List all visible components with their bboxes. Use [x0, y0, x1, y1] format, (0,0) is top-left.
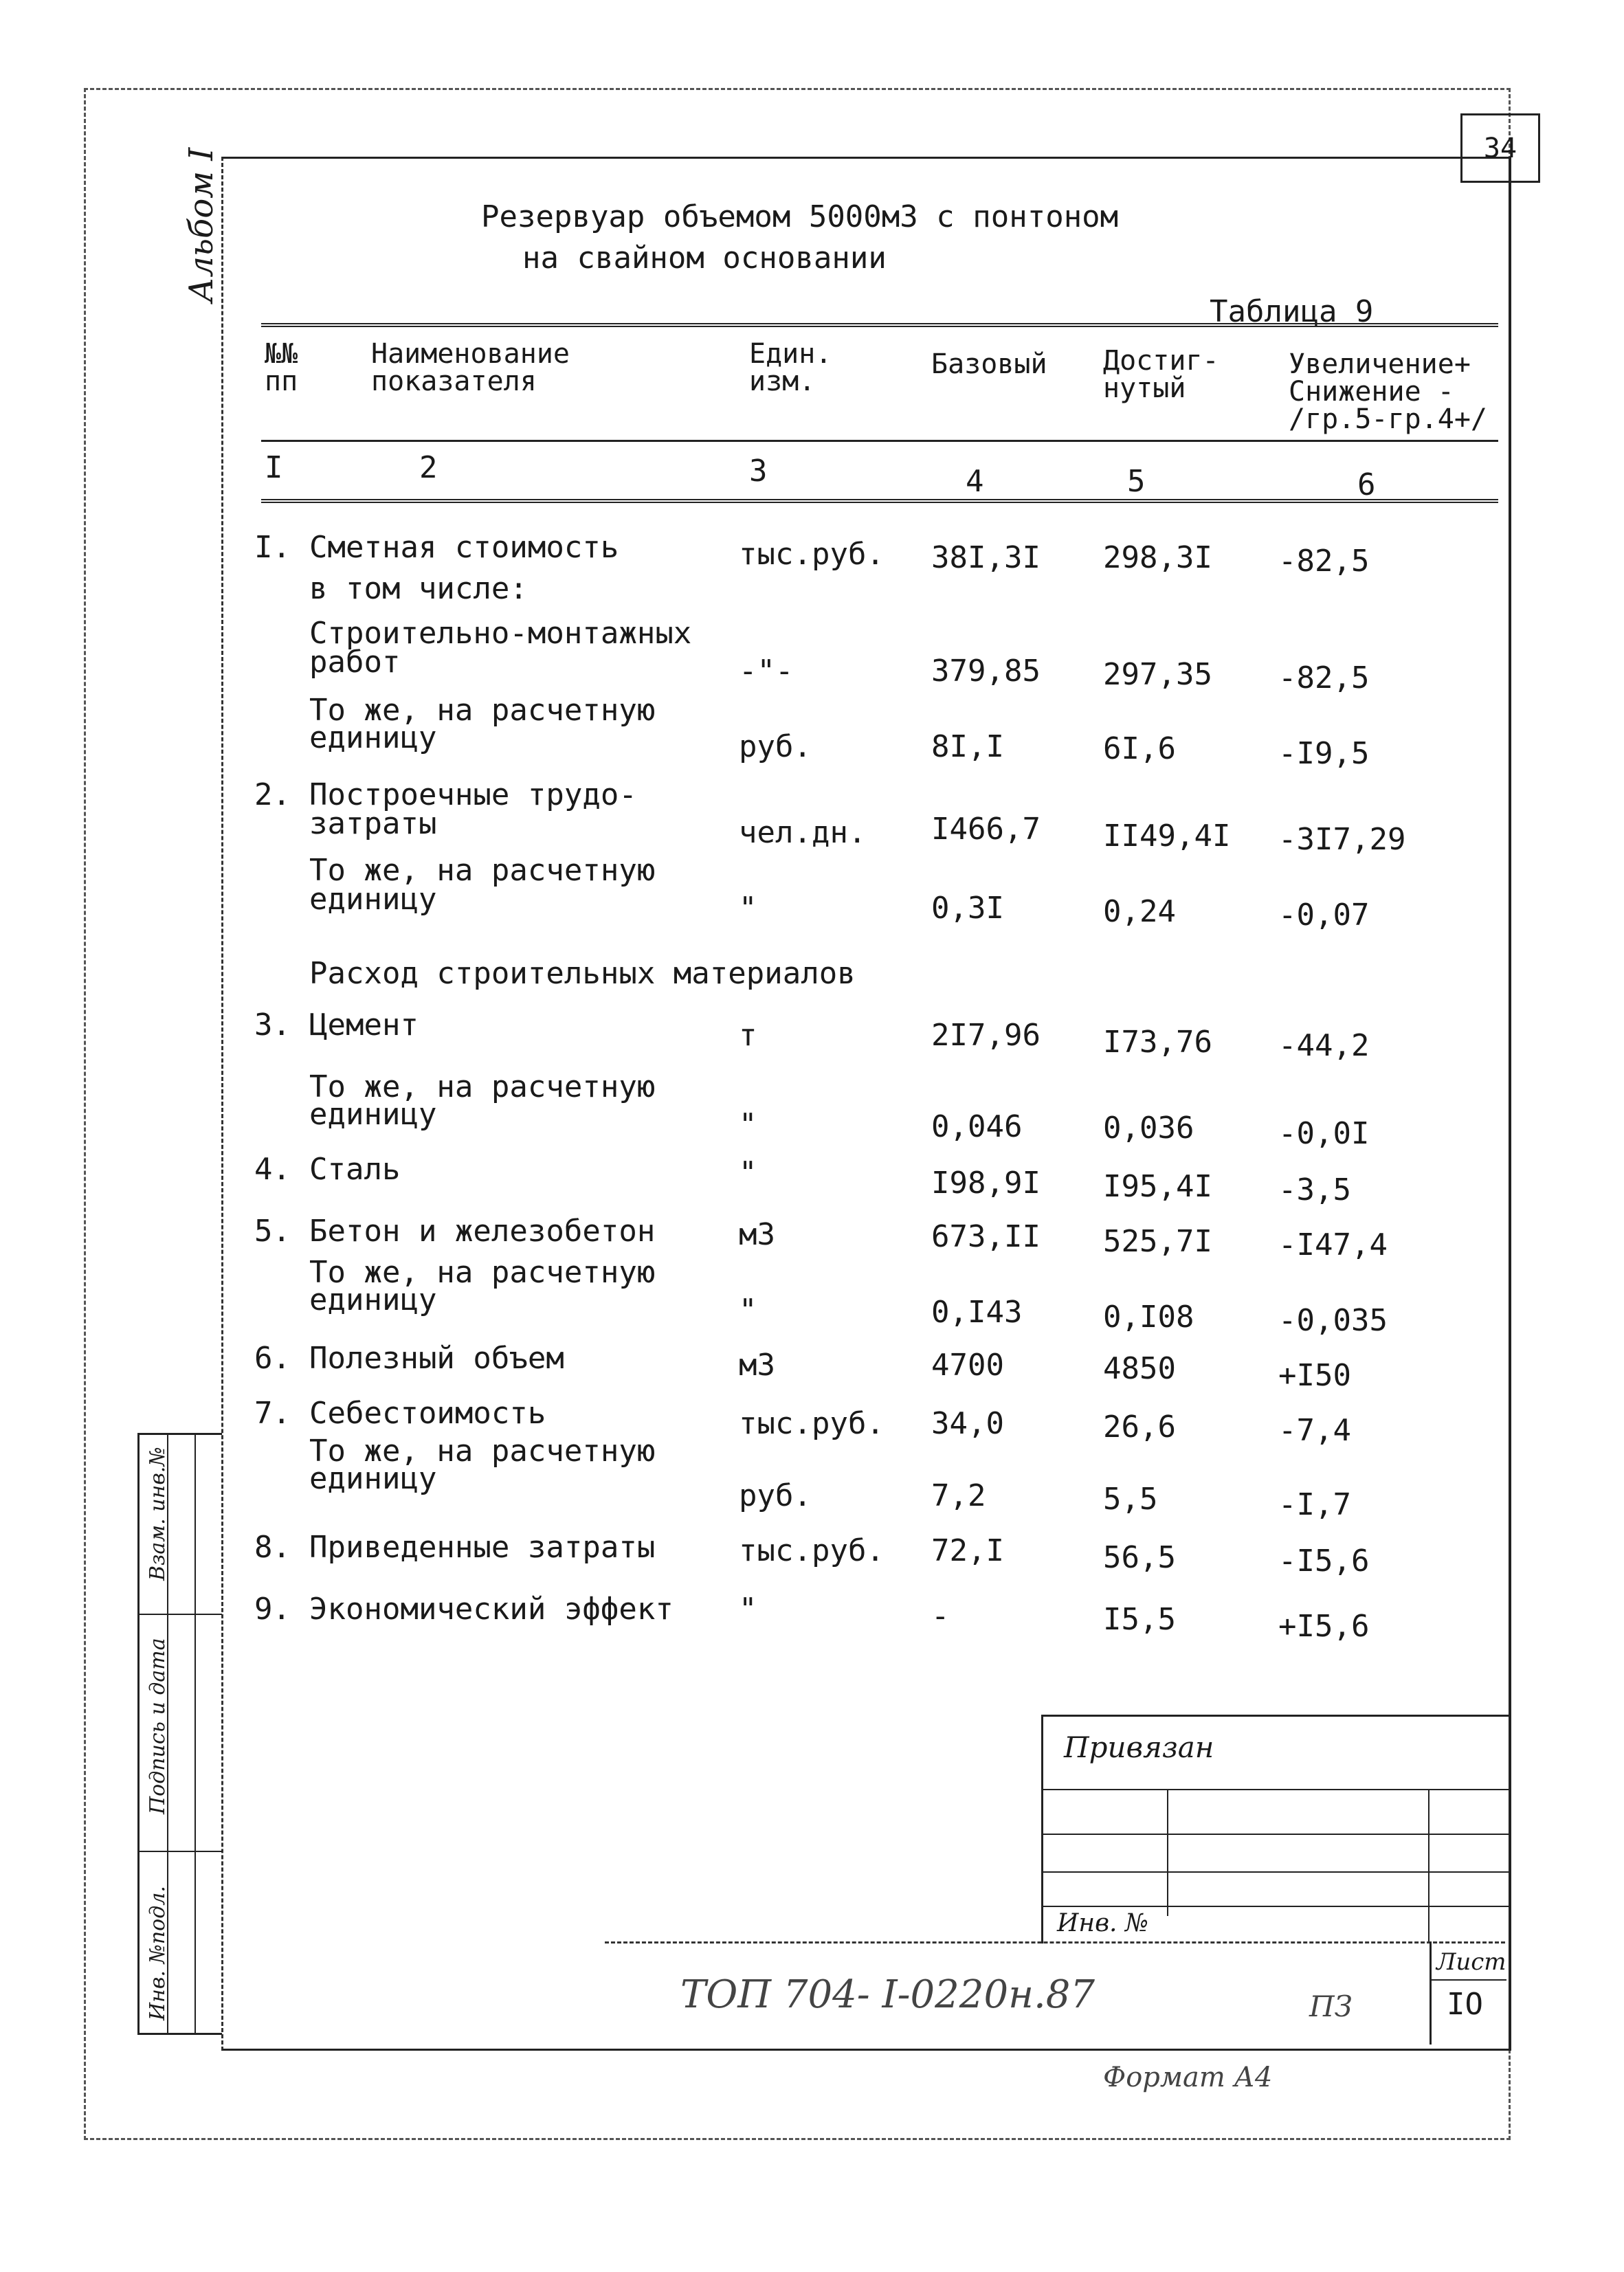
row-14-diff: -7,4	[1278, 1413, 1351, 1448]
row-4-name-2: единицу	[309, 720, 437, 755]
row-16-name: Приведенные затраты	[309, 1530, 656, 1565]
row-5-no: 2.	[254, 777, 291, 812]
row-2-name: в том числе:	[309, 571, 528, 606]
row-8-no: 3.	[254, 1007, 291, 1043]
row-4-name-1: То же, на расчетную	[309, 693, 656, 728]
row-16-unit: тыс.руб.	[739, 1533, 885, 1568]
row-12-achieved: 0,I08	[1103, 1300, 1194, 1335]
row-1-name: Сметная стоимость	[309, 530, 619, 565]
row-15-name-2: единицу	[309, 1461, 437, 1496]
row-13-name: Полезный объем	[309, 1341, 564, 1376]
row-9-name-1: То же, на расчетную	[309, 1069, 656, 1104]
row-17-unit: "	[739, 1592, 757, 1627]
page-mark: ПЗ	[1309, 1990, 1353, 2023]
row-9-diff: -0,0I	[1278, 1116, 1370, 1151]
side-label-sign-date: Подпись и дата	[146, 1638, 170, 1814]
title-line-2: на свайном основании	[522, 241, 887, 276]
row-4-base: 8I,I	[931, 729, 1004, 764]
row-16-base: 72,I	[931, 1533, 1004, 1568]
row-4-unit: руб.	[739, 729, 812, 764]
row-5-name-2: затраты	[309, 806, 437, 841]
row-5-achieved: II49,4I	[1103, 818, 1231, 854]
row-8-diff: -44,2	[1278, 1028, 1370, 1063]
row-9-base: 0,046	[931, 1109, 1023, 1144]
row-1-diff: -82,5	[1278, 544, 1370, 579]
inv-label: Инв. №	[1057, 1909, 1149, 1937]
side-label-replace-inv: Взам. инв.№	[146, 1447, 170, 1581]
row-17-base: -	[931, 1599, 950, 1634]
row-9-name-2: единицу	[309, 1097, 437, 1132]
row-12-base: 0,I43	[931, 1295, 1023, 1330]
row-15-unit: руб.	[739, 1478, 812, 1513]
sheet-number: 34	[1460, 113, 1540, 183]
row-5-unit: чел.дн.	[739, 815, 867, 850]
row-4-diff: -I9,5	[1278, 736, 1370, 771]
document-code: ТОП 704- I-0220н.87	[680, 1972, 1095, 2017]
row-1-unit: тыс.руб.	[739, 537, 885, 572]
row-8-unit: т	[739, 1018, 757, 1053]
header-col-achieved: Достиг- нутый	[1103, 345, 1219, 404]
sheet-label: Лист	[1436, 1948, 1506, 1976]
row-11-achieved: 525,7I	[1103, 1224, 1212, 1259]
row-3-diff: -82,5	[1278, 660, 1370, 695]
row-6-achieved: 0,24	[1103, 894, 1176, 929]
sheet-cell-rule	[1430, 1979, 1506, 1981]
row-15-achieved: 5,5	[1103, 1482, 1158, 1517]
row-17-diff: +I5,6	[1278, 1609, 1370, 1644]
row-11-unit: м3	[739, 1217, 775, 1252]
row-13-unit: м3	[739, 1348, 775, 1383]
row-15-base: 7,2	[931, 1478, 986, 1513]
row-15-name-1: То же, на расчетную	[309, 1434, 656, 1469]
row-14-no: 7.	[254, 1396, 291, 1431]
sheet-value: IO	[1447, 1987, 1483, 2022]
row-17-no: 9.	[254, 1592, 291, 1627]
row-1-achieved: 298,3I	[1103, 540, 1212, 575]
header-col-name: Наименование показателя	[371, 338, 570, 397]
header-col-base: Базовый	[931, 348, 1047, 380]
row-12-name-1: То же, на расчетную	[309, 1255, 656, 1290]
row-5-diff: -3I7,29	[1278, 822, 1406, 857]
header-mid-rule	[261, 440, 1498, 442]
header-col-unit: Един. изм.	[749, 338, 832, 397]
row-14-unit: тыс.руб.	[739, 1406, 885, 1441]
row-10-base: I98,9I	[931, 1166, 1041, 1201]
row-10-diff: -3,5	[1278, 1172, 1351, 1207]
col-number-5: 5	[1127, 464, 1146, 499]
row-15-diff: -I,7	[1278, 1487, 1351, 1522]
row-8-name: Цемент	[309, 1007, 419, 1043]
side-label-inv-orig: Инв. №подл.	[146, 1886, 170, 2020]
row-8-base: 2I7,96	[931, 1018, 1041, 1053]
header-col-diff-l1: Увеличение+	[1289, 348, 1471, 380]
header-col-diff-l3: /гр.5-гр.4+/	[1289, 403, 1487, 435]
table-label: Таблица 9	[1210, 294, 1374, 329]
row-11-diff: -I47,4	[1278, 1227, 1388, 1262]
row-13-achieved: 4850	[1103, 1351, 1176, 1386]
sheet-cell-divider	[1430, 1941, 1432, 2045]
col-number-2: 2	[419, 450, 438, 485]
row-6-base: 0,3I	[931, 891, 1004, 926]
row-17-name: Экономический эффект	[309, 1592, 674, 1627]
format-label: Формат А4	[1103, 2062, 1273, 2093]
header-col-diff-l2: Снижение -	[1289, 376, 1454, 408]
row-6-diff: -0,07	[1278, 898, 1370, 933]
row-10-achieved: I95,4I	[1103, 1169, 1212, 1204]
row-3-base: 379,85	[931, 654, 1041, 689]
row-17-achieved: I5,5	[1103, 1602, 1176, 1637]
row-14-name: Себестоимость	[309, 1396, 546, 1431]
row-9-achieved: 0,036	[1103, 1111, 1194, 1146]
row-12-name-2: единицу	[309, 1282, 437, 1317]
row-1-no: I.	[254, 530, 291, 565]
header-top-rule	[261, 323, 1498, 327]
row-11-name: Бетон и железобетон	[309, 1214, 656, 1249]
row-14-achieved: 26,6	[1103, 1410, 1176, 1445]
row-4-achieved: 6I,6	[1103, 731, 1176, 766]
row-10-no: 4.	[254, 1152, 291, 1187]
col-number-1: I	[265, 450, 283, 485]
row-3-name-1: Строительно-монтажных	[309, 616, 692, 651]
header-col-no: №№ пп	[265, 338, 298, 397]
materials-heading: Расход строительных материалов	[309, 956, 856, 991]
row-16-diff: -I5,6	[1278, 1544, 1370, 1579]
col-number-6: 6	[1357, 467, 1376, 502]
row-10-name: Сталь	[309, 1152, 401, 1187]
row-13-diff: +I50	[1278, 1358, 1351, 1393]
row-5-base: I466,7	[931, 812, 1041, 847]
title-line-1: Резервуар объемом 5000м3 с понтоном	[481, 199, 1119, 234]
row-6-name-2: единицу	[309, 882, 437, 917]
row-8-achieved: I73,76	[1103, 1025, 1212, 1060]
row-9-unit: "	[739, 1107, 757, 1142]
linked-stamp	[1041, 1715, 1511, 1944]
col-number-4: 4	[966, 464, 984, 499]
row-3-unit: -"-	[739, 654, 794, 689]
row-6-unit: "	[739, 891, 757, 926]
row-14-base: 34,0	[931, 1406, 1004, 1441]
row-13-base: 4700	[931, 1348, 1004, 1383]
row-5-name-1: Построечные трудо-	[309, 777, 637, 812]
row-12-diff: -0,035	[1278, 1303, 1388, 1338]
header-bottom-rule	[261, 499, 1498, 503]
row-12-unit: "	[739, 1293, 757, 1328]
row-6-name-1: То же, на расчетную	[309, 853, 656, 888]
row-11-no: 5.	[254, 1214, 291, 1249]
row-13-no: 6.	[254, 1341, 291, 1376]
row-11-base: 673,II	[931, 1219, 1041, 1254]
row-3-name-2: работ	[309, 645, 401, 680]
row-1-base: 38I,3I	[931, 540, 1041, 575]
col-number-3: 3	[749, 454, 768, 489]
album-label: Альбом I	[182, 147, 221, 302]
row-16-no: 8.	[254, 1530, 291, 1565]
linked-label: Привязан	[1064, 1730, 1214, 1764]
title-block-rule	[605, 1941, 1505, 1944]
row-16-achieved: 56,5	[1103, 1540, 1176, 1575]
row-3-achieved: 297,35	[1103, 657, 1212, 692]
row-10-unit: "	[739, 1155, 757, 1190]
